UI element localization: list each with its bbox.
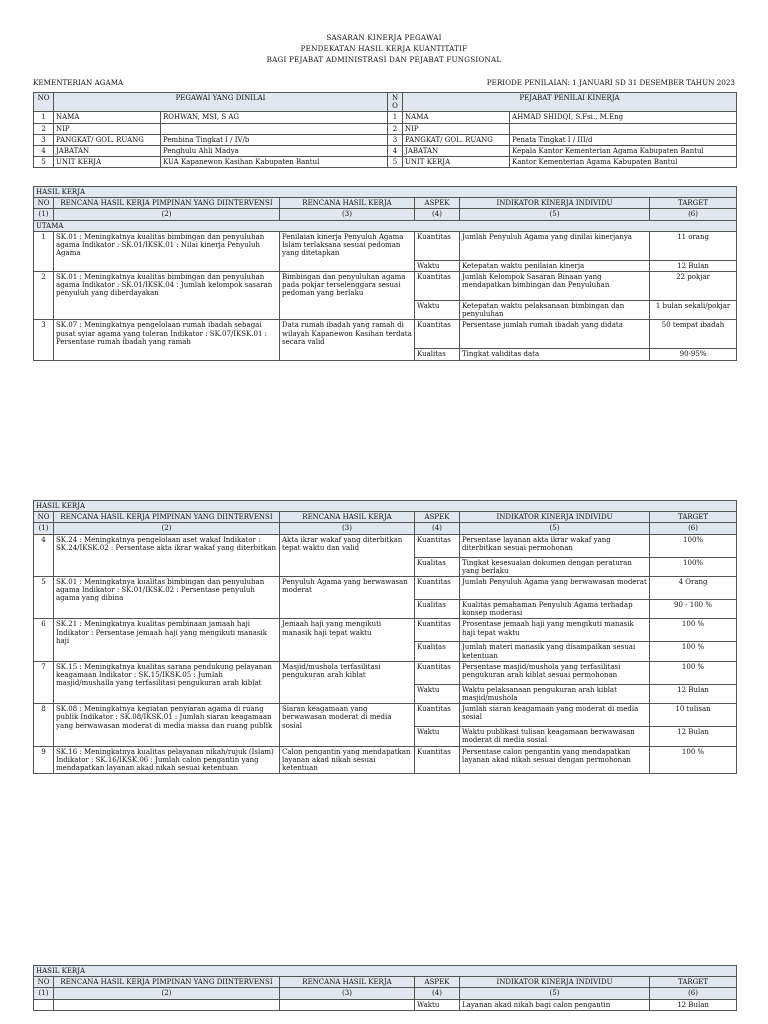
aspect: Kuantitas bbox=[415, 577, 460, 600]
indicator: Tingkat kesesuaian dokumen dengan peraturan yang berlaku bbox=[460, 557, 650, 576]
indicator: Jumlah siaran keagamaan yang moderat di media sosial bbox=[460, 704, 650, 727]
row-number: 5 bbox=[388, 157, 403, 168]
column-number: (3) bbox=[280, 209, 415, 220]
target: 12 Bulan bbox=[650, 260, 737, 271]
target: 12 Bulan bbox=[650, 727, 737, 746]
table-row bbox=[34, 231, 737, 260]
evaluated-value: ROHWAN, MSI, S AG bbox=[161, 112, 388, 123]
column-number: (2) bbox=[54, 523, 280, 534]
section-title-row bbox=[34, 966, 737, 977]
row-number: 2 bbox=[34, 123, 54, 134]
leader-plan: SK.08 : Meningkatnya kegiatan penyiaran agama di ruang publik Indikator : SK.08/IKSK.01 : Jumlah siaran keagamaan yang berwawasan moderat di media massa dan ruang publik bbox=[54, 704, 280, 746]
column-number: (4) bbox=[415, 209, 460, 220]
results-table-3 bbox=[33, 965, 737, 1011]
target: 11 orang bbox=[650, 231, 737, 260]
aspect: Waktu bbox=[415, 999, 460, 1010]
section-utama: UTAMA bbox=[34, 220, 737, 231]
indicator: Kualitas pemahaman Penyuluh Agama terhadap konsep moderasi bbox=[460, 600, 650, 619]
leader-plan: SK.01 : Meningkatnya kualitas bimbingan dan penyuluhan agama Indikator : SK.01/IKSK.02 : Persentase penyuluh agama yang dibina bbox=[54, 577, 280, 619]
assessor-value: Kepala Kantor Kementerian Agama Kabupaten Bantul bbox=[510, 146, 737, 157]
assessor-value: Kantor Kementerian Agama Kabupaten Bantul bbox=[510, 157, 737, 168]
column-header: INDIKATOR KINERJA INDIVIDU bbox=[460, 198, 650, 209]
column-header: RENCANA HASIL KERJA bbox=[280, 512, 415, 523]
leader-plan: SK.01 : Meningkatnya kualitas bimbingan dan penyuluhan agama Indikator : SK.01/IKSK.04 : Jumlah kelompok sasaran penyuluh yang diberdayakan bbox=[54, 272, 280, 320]
column-header: RENCANA HASIL KERJA bbox=[280, 198, 415, 209]
leader-plan bbox=[54, 999, 280, 1010]
field-label: NAMA bbox=[403, 112, 510, 123]
aspect: Kuantitas bbox=[415, 746, 460, 774]
target: 10 tulisan bbox=[650, 704, 737, 727]
evaluated-header: PEGAWAI YANG DINILAI bbox=[54, 93, 388, 112]
results-table-2 bbox=[33, 500, 737, 774]
column-header: TARGET bbox=[650, 977, 737, 988]
row-number: 3 bbox=[388, 134, 403, 145]
row-number: 7 bbox=[34, 661, 54, 703]
column-number: (6) bbox=[650, 523, 737, 534]
no-header-2: NO bbox=[388, 93, 403, 112]
field-label: JABATAN bbox=[403, 146, 510, 157]
indicator: Persentase jumlah rumah ibadah yang didata bbox=[460, 320, 650, 349]
row-number bbox=[34, 999, 54, 1010]
row-number: 2 bbox=[388, 123, 403, 134]
field-label: PANGKAT/ GOL. RUANG bbox=[403, 134, 510, 145]
table-row bbox=[34, 320, 737, 349]
table-row bbox=[34, 661, 737, 684]
work-plan: Penyuluh Agama yang berwawasan moderat bbox=[280, 577, 415, 619]
row-number: 4 bbox=[34, 534, 54, 576]
column-header-row bbox=[34, 977, 737, 988]
doc-title: SASARAN KINERJA PEGAWAI bbox=[326, 33, 442, 42]
period-label: PERIODE PENILAIAN: 1 JANUARI SD 31 DESEMBER TAHUN 2023 bbox=[486, 78, 735, 87]
column-number: (5) bbox=[460, 209, 650, 220]
target: 90 - 100 % bbox=[650, 600, 737, 619]
work-plan bbox=[280, 999, 415, 1010]
indicator: Ketepatan waktu pelaksanaan bimbingan dan penyuluhan bbox=[460, 301, 650, 320]
field-label: NAMA bbox=[54, 112, 161, 123]
table-row bbox=[34, 746, 737, 774]
row-number: 1 bbox=[34, 231, 54, 271]
aspect: Kuantitas bbox=[415, 704, 460, 727]
column-header: RENCANA HASIL KERJA PIMPINAN YANG DIINTERVENSI bbox=[54, 977, 280, 988]
column-number: (1) bbox=[34, 523, 54, 534]
work-plan: Jemaah haji yang mengikuti manasik haji tepat waktu bbox=[280, 619, 415, 661]
target: 100 % bbox=[650, 619, 737, 642]
table-row bbox=[34, 704, 737, 727]
row-number: 5 bbox=[34, 577, 54, 619]
section-title: HASIL KERJA bbox=[34, 187, 737, 198]
no-header: NO bbox=[34, 93, 54, 112]
aspect: Kuantitas bbox=[415, 661, 460, 684]
identity-table bbox=[33, 92, 737, 168]
field-label: JABATAN bbox=[54, 146, 161, 157]
aspect: Kuantitas bbox=[415, 619, 460, 642]
work-plan: Penilaian kinerja Penyuluh Agama Islam terlaksana sesuai pedoman yang ditetapkan bbox=[280, 231, 415, 271]
leader-plan: SK.01 : Meningkatnya kualitas bimbingan dan penyuluhan agama Indikator : SK.01/IKSK.01 : Nilai kinerja Penyuluh Agama bbox=[54, 231, 280, 271]
indicator: Jumlah Penyuluh Agama yang berwawasan moderat bbox=[460, 577, 650, 600]
target: 100% bbox=[650, 534, 737, 557]
column-number: (5) bbox=[460, 988, 650, 999]
leader-plan: SK.07 : Meningkatnya pengelolaan rumah ibadah sebagai pusat syiar agama yang toleran Indikator : SK.07/IKSK.01 : Persentase rumah ibadah yang ramah bbox=[54, 320, 280, 360]
indicator: Persentase masjid/mushola yang terfasilitasi pengukuran arah kiblat sesuai permohonan bbox=[460, 661, 650, 684]
indicator: Waktu pelaksanaan pengukuran arah kiblat masjid/mushola bbox=[460, 684, 650, 703]
indicator: Jumlah materi manasik yang disampaikan sesuai ketentuan bbox=[460, 642, 650, 661]
row-number: 1 bbox=[388, 112, 403, 123]
column-number: (2) bbox=[54, 988, 280, 999]
assessor-value: AHMAD SHIDQI, S.Fsi., M.Eng bbox=[510, 112, 737, 123]
column-header: NO bbox=[34, 977, 54, 988]
column-header: NO bbox=[34, 198, 54, 209]
table-row bbox=[34, 999, 737, 1010]
identity-row bbox=[34, 146, 737, 157]
results-head bbox=[34, 966, 737, 1000]
aspect: Waktu bbox=[415, 684, 460, 703]
row-number: 9 bbox=[34, 746, 54, 774]
aspect: Kuantitas bbox=[415, 320, 460, 349]
row-number: 5 bbox=[34, 157, 54, 168]
target: 100 % bbox=[650, 642, 737, 661]
aspect: Kuantitas bbox=[415, 272, 460, 301]
row-number: 3 bbox=[34, 320, 54, 360]
indicator: Waktu publikasi tulisan keagamaan berwawasan moderat di media sosial bbox=[460, 727, 650, 746]
results-table-1 bbox=[33, 186, 737, 361]
indicator: Prosentase jemaah haji yang mengikuti manasik haji tepat waktu bbox=[460, 619, 650, 642]
identity-row bbox=[34, 157, 737, 168]
target: 22 pokjar bbox=[650, 272, 737, 301]
identity-row bbox=[34, 112, 737, 123]
assessor-header: PEJABAT PENILAI KINERJA bbox=[403, 93, 737, 112]
indicator: Persentase calon pengantin yang mendapatkan layanan akad nikah sesuai dengan permohonan bbox=[460, 746, 650, 774]
aspect: Waktu bbox=[415, 727, 460, 746]
table-row bbox=[34, 577, 737, 600]
evaluated-value: Penghulu Ahli Madya bbox=[161, 146, 388, 157]
column-number: (5) bbox=[460, 523, 650, 534]
target: 90-95% bbox=[650, 349, 737, 360]
aspect: Kuantitas bbox=[415, 231, 460, 260]
work-plan: Akta ikrar wakaf yang diterbitkan tepat waktu dan valid bbox=[280, 534, 415, 576]
ministry-label: KEMENTERIAN AGAMA bbox=[33, 78, 124, 87]
target: 1 bulan sekali/pokjar bbox=[650, 301, 737, 320]
column-header: TARGET bbox=[650, 198, 737, 209]
column-number: (1) bbox=[34, 209, 54, 220]
column-header-row bbox=[34, 198, 737, 209]
leader-plan: SK.15 : Meningkatnya kualitas sarana pendukung pelayanan keagamaan Indikator : SK.15/IKSK.05 : Jumlah masjid/mushalla yang terfasilitasi pengukuran arah kiblat bbox=[54, 661, 280, 703]
target: 12 Bulan bbox=[650, 684, 737, 703]
column-header: RENCANA HASIL KERJA bbox=[280, 977, 415, 988]
column-number: (3) bbox=[280, 523, 415, 534]
section-title: HASIL KERJA bbox=[34, 966, 737, 977]
leader-plan: SK.21 : Meningkatnya kualitas pembinaan jamaah haji Indikator : Persentase jemaah haji yang mengikuti manasik haji bbox=[54, 619, 280, 661]
assessor-value bbox=[510, 123, 737, 134]
indicator: Persentase layanan akta ikrar wakaf yang diterbitkan sesuai permohonan bbox=[460, 534, 650, 557]
work-plan: Calon pengantin yang mendapatkan layanan akad nikah sesuai ketentuan bbox=[280, 746, 415, 774]
indicator: Ketepatan waktu penilaian kinerja bbox=[460, 260, 650, 271]
target: 100% bbox=[650, 557, 737, 576]
column-header: ASPEK bbox=[415, 198, 460, 209]
column-header: INDIKATOR KINERJA INDIVIDU bbox=[460, 977, 650, 988]
leader-plan: SK.16 : Meningkatnya kualitas pelayanan nikah/rujuk (Islam) Indikator : SK.16/IKSK.06 : Jumlah calon pengantin yang mendapatkan layanan akad nikah sesuai ketentuan bbox=[54, 746, 280, 774]
column-header: RENCANA HASIL KERJA PIMPINAN YANG DIINTERVENSI bbox=[54, 512, 280, 523]
assessor-value: Penata Tingkat I / III/d bbox=[510, 134, 737, 145]
aspect: Kuantitas bbox=[415, 534, 460, 557]
row-number: 8 bbox=[34, 704, 54, 746]
aspect: Kualitas bbox=[415, 600, 460, 619]
indicator: Tingkat validitas data bbox=[460, 349, 650, 360]
field-label: UNIT KERJA bbox=[54, 157, 161, 168]
target: 50 tempat ibadah bbox=[650, 320, 737, 349]
column-header: NO bbox=[34, 512, 54, 523]
field-label: UNIT KERJA bbox=[403, 157, 510, 168]
leader-plan: SK.24 : Meningkatnya pengelolaan aset wakaf Indikator : SK.24/IKSK.02 : Persentase akta ikrar wakaf yang diterbitkan bbox=[54, 534, 280, 576]
aspect: Kualitas bbox=[415, 642, 460, 661]
aspect: Kualitas bbox=[415, 557, 460, 576]
indicator: Jumlah Kelompok Sasaran Binaan yang mendapatkan bimbingan dan Penyuluhan bbox=[460, 272, 650, 301]
work-plan: Siaran keagamaan yang berwawasan moderat di media sosial bbox=[280, 704, 415, 746]
indicator: Jumlah Penyuluh Agama yang dinilai kinerjanya bbox=[460, 231, 650, 260]
column-header: RENCANA HASIL KERJA PIMPINAN YANG DIINTERVENSI bbox=[54, 198, 280, 209]
evaluated-value bbox=[161, 123, 388, 134]
work-plan: Masjid/mushola terfasilitasi pengukuran arah kiblat bbox=[280, 661, 415, 703]
evaluated-value: Pembina Tingkat I / IV/b bbox=[161, 134, 388, 145]
table-row bbox=[34, 272, 737, 301]
identity-row bbox=[34, 123, 737, 134]
row-number: 1 bbox=[34, 112, 54, 123]
results-head bbox=[34, 187, 737, 221]
target: 4 Orang bbox=[650, 577, 737, 600]
column-header-row bbox=[34, 512, 737, 523]
work-plan: Bimbingan dan penyuluhan agama pada pokjar terselenggara sesuai pedoman yang berlaku bbox=[280, 272, 415, 320]
column-number: (6) bbox=[650, 209, 737, 220]
column-number-row bbox=[34, 523, 737, 534]
table-row bbox=[34, 534, 737, 557]
column-number-row bbox=[34, 209, 737, 220]
target: 12 Bulan bbox=[650, 999, 737, 1010]
column-header: ASPEK bbox=[415, 512, 460, 523]
target: 100 % bbox=[650, 661, 737, 684]
aspect: Kualitas bbox=[415, 349, 460, 360]
row-number: 3 bbox=[34, 134, 54, 145]
field-label: NIP bbox=[403, 123, 510, 134]
section-title: HASIL KERJA bbox=[34, 501, 737, 512]
column-number: (3) bbox=[280, 988, 415, 999]
aspect: Waktu bbox=[415, 301, 460, 320]
aspect: Waktu bbox=[415, 260, 460, 271]
field-label: PANGKAT/ GOL. RUANG bbox=[54, 134, 161, 145]
identity-row bbox=[34, 134, 737, 145]
doc-subtitle: PENDEKATAN HASIL KERJA KUANTITATIF bbox=[300, 44, 468, 53]
field-label: NIP bbox=[54, 123, 161, 134]
results-head bbox=[34, 501, 737, 535]
column-header: TARGET bbox=[650, 512, 737, 523]
column-number: (6) bbox=[650, 988, 737, 999]
evaluated-value: KUA Kapanewon Kasihan Kabupaten Bantul bbox=[161, 157, 388, 168]
section-title-row bbox=[34, 501, 737, 512]
row-number: 4 bbox=[388, 146, 403, 157]
doc-subtitle-2: BAGI PEJABAT ADMINISTRASI DAN PEJABAT FUNGSIONAL bbox=[266, 55, 502, 64]
column-number: (2) bbox=[54, 209, 280, 220]
column-number: (4) bbox=[415, 523, 460, 534]
row-number: 2 bbox=[34, 272, 54, 320]
column-number-row bbox=[34, 988, 737, 999]
column-number: (4) bbox=[415, 988, 460, 999]
column-header: ASPEK bbox=[415, 977, 460, 988]
target: 100 % bbox=[650, 746, 737, 774]
work-plan: Data rumah ibadah yang ramah di wilayah Kapanewon Kasihan terdata secara valid bbox=[280, 320, 415, 360]
row-number: 4 bbox=[34, 146, 54, 157]
table-row bbox=[34, 619, 737, 642]
row-number: 6 bbox=[34, 619, 54, 661]
column-header: INDIKATOR KINERJA INDIVIDU bbox=[460, 512, 650, 523]
column-number: (1) bbox=[34, 988, 54, 999]
identity-header-row bbox=[34, 93, 737, 112]
section-title-row bbox=[34, 187, 737, 198]
indicator: Layanan akad nikah bagi calon pengantin bbox=[460, 999, 650, 1010]
